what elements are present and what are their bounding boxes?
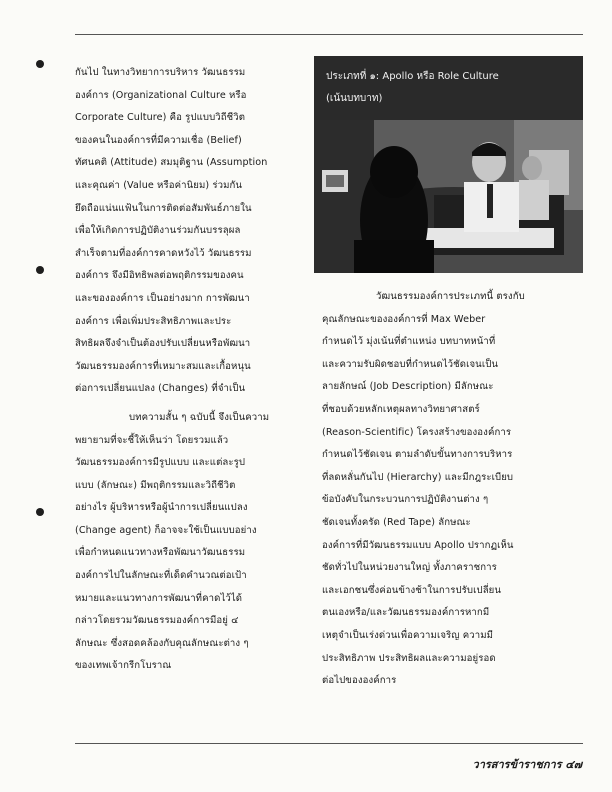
right-column — [322, 286, 584, 693]
text-line: หมายและแนวทางการพัฒนาที่คาดไว้ได้ — [75, 592, 243, 604]
text-line: ตนเองหรือ/และวัฒนธรรมองค์การหากมี — [322, 607, 490, 619]
text-line: องค์การ เพื่อเพิ่มประสิทธิภาพและประ — [75, 315, 232, 327]
page-folio: วารสารข้าราชการ ๔๗ — [472, 758, 582, 771]
text-line: ทัศนคติ (Attitude) สมมุติฐาน (Assumption — [75, 157, 268, 169]
text-line: ลักษณะ ซึ่งสอดคล้องกับคุณลักษณะต่าง ๆ — [75, 637, 249, 649]
text-line: ที่ลดหลั่นกันไป (Hierarchy) และมีกฎระเบียบ — [322, 471, 514, 483]
text-line: วัฒนธรรมองค์การที่เหมาะสมและเกื้อหนุน — [75, 360, 251, 372]
text-line: ประสิทธิภาพ ประสิทธิผลและความอยู่รอด — [322, 652, 496, 664]
text-line: วัฒนธรรมองค์การมีรูปแบบ และแต่ละรูป — [75, 457, 246, 469]
text-line: กล่าวโดยรวมวัฒนธรรมองค์การมีอยู่ ๔ — [75, 615, 239, 627]
text-line: องค์การ จึงมีอิทธิพลต่อพฤติกรรมของคน — [75, 270, 244, 282]
text-line: ของเทพเจ้ากรีกโบราณ — [75, 660, 172, 672]
text-line: สำเร็จตามที่องค์การคาดหวังไว้ วัฒนธรรม — [75, 247, 252, 259]
top-rule — [75, 34, 583, 35]
text-line: พยายามที่จะชี้ให้เห็นว่า โดยรวมแล้ว — [75, 434, 229, 446]
article-photo — [314, 120, 583, 273]
office-scene-photo — [314, 120, 583, 273]
text-line: ต่อการเปลี่ยนแปลง (Changes) ที่จำเป็น — [75, 383, 246, 395]
text-line: กำหนดไว้ มุ่งเน้นที่ตำแหน่ง บทบาทหน้าที่ — [322, 336, 496, 348]
right-paragraph — [322, 286, 584, 693]
margin-bullet-top — [36, 60, 44, 68]
text-line: แบบ (ลักษณะ) มีพฤติกรรมและวิถีชีวิต — [75, 479, 236, 491]
text-line: บทความสั้น ๆ ฉบับนี้ จึงเป็นความ — [129, 411, 270, 423]
text-line: Corporate Culture) คือ รูปแบบวิถีชีวิต — [75, 112, 246, 124]
text-line: คุณลักษณะขององค์การที่ Max Weber — [322, 313, 486, 325]
text-line: วัฒนธรรมองค์การประเภทนี้ ตรงกับ — [376, 291, 525, 302]
text-line: องค์การที่มีวัฒนธรรมแบบ Apollo ปรากฏเห็น — [322, 539, 514, 551]
text-line: กันไป ในทางวิทยาการบริหาร วัฒนธรรม — [75, 67, 246, 78]
text-line: ชัดเจนทั้งครัด (Red Tape) ลักษณะ — [322, 516, 471, 528]
text-line: ของคนในองค์การที่มีความเชื่อ (Belief) — [75, 134, 242, 146]
text-line: (Reason-Scientific) โครงสร้างขององค์การ — [322, 426, 512, 438]
text-line: ชัดทั่วไปในหน่วยงานใหญ่ ทั้งภาคราชการ — [322, 562, 497, 574]
margin-bullet-bottom — [36, 508, 44, 516]
text-line: องค์การไปในลักษณะที่เด็ดคำนวณต่อเป้า — [75, 570, 247, 582]
text-line: เพื่อกำหนดแนวทางหรือพัฒนาวัฒนธรรม — [75, 547, 246, 559]
left-column — [75, 62, 306, 678]
text-line: และขององค์การ เป็นอย่างมาก การพัฒนา — [75, 292, 250, 304]
text-line: เหตุจำเป็นเร่งด่วนเพื่อความเจริญ ความมี — [322, 629, 494, 641]
bottom-rule — [75, 743, 583, 744]
text-line: และความรับผิดชอบที่กำหนดไว้ชัดเจนเป็น — [322, 358, 499, 370]
text-line: เพื่อให้เกิดการปฏิบัติงานร่วมกันบรรลุผล — [75, 225, 241, 237]
text-line: อย่างไร ผู้บริหารหรือผู้นำการเปลี่ยนแปลง — [75, 502, 248, 514]
text-line: ข้อบังคับในกระบวนการปฏิบัติงานต่าง ๆ — [322, 494, 489, 506]
text-line: และเอกชนซึ่งค่อนข้างช้าในการปรับเปลี่ยน — [322, 584, 502, 596]
photo-caption-box — [314, 56, 583, 120]
text-line: ต่อไปขององค์การ — [322, 675, 397, 687]
caption-subtitle: (เน้นบทบาท) — [326, 93, 383, 104]
text-line: ที่ชอบด้วยหลักเหตุผลทางวิทยาศาสตร์ — [322, 403, 480, 415]
text-line: กำหนดไว้ชัดเจน ตามลำดับขั้นทางการบริหาร — [322, 449, 513, 461]
caption-title: ประเภทที่ ๑: Apollo หรือ Role Culture — [326, 71, 499, 82]
text-line: องค์การ (Organizational Culture หรือ — [75, 89, 247, 101]
text-line: และคุณค่า (Value หรือค่านิยม) ร่วมกัน — [75, 179, 243, 191]
margin-bullet-middle — [36, 266, 44, 274]
text-line: (Change agent) ก็อาจจะใช้เป็นแบบอย่าง — [75, 524, 257, 536]
left-paragraph-2 — [75, 407, 306, 678]
text-line: ลายลักษณ์ (Job Description) มีลักษณะ — [322, 381, 494, 393]
left-paragraph-1 — [75, 62, 306, 401]
text-line: ยึดถือแน่นแฟ้นในการติดต่อสัมพันธ์ภายใน — [75, 202, 252, 214]
text-line: สิทธิผลจึงจำเป็นต้องปรับเปลี่ยนหรือพัฒนา — [75, 338, 251, 350]
